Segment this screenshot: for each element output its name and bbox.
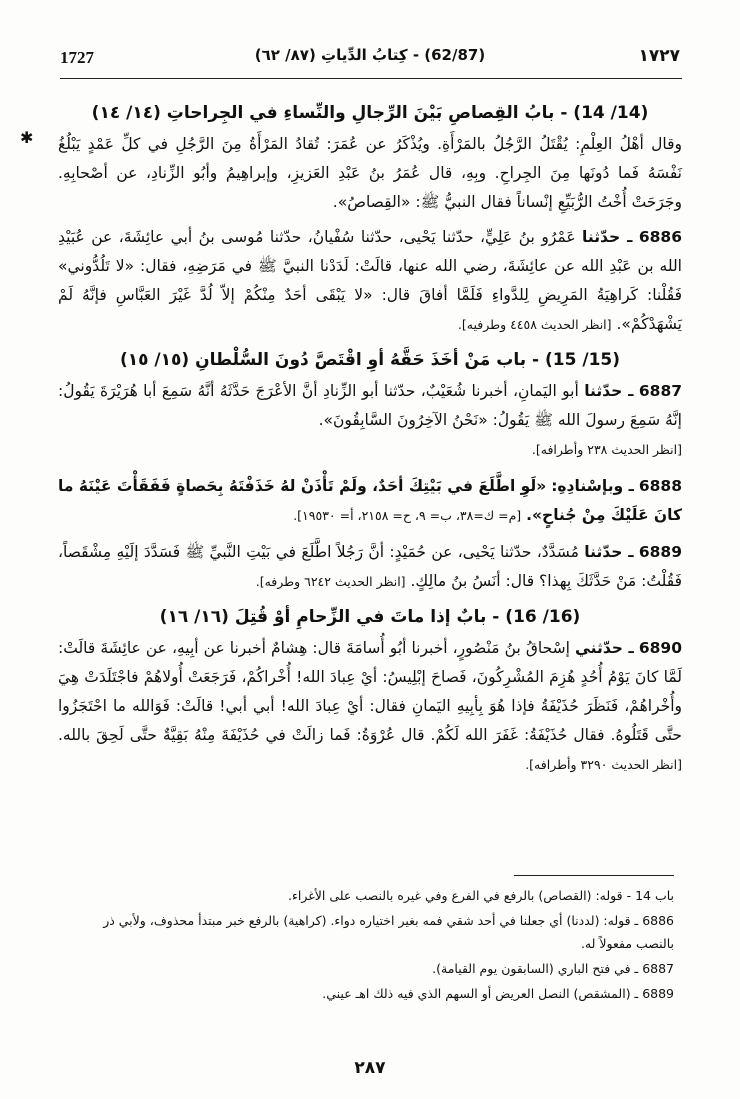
hadith-block: 6889 ـ حدّثنا مُسَدَّدٌ، حدّثنا يَحْيى، عن حُمَيْدٍ: أنَّ رَجُلاً اطَّلَعَ في بَيْتِ النَّبيِّ ﷺ فَسَدَّدَ إلَيْهِ مِشْقَصاً، فَقُلْتُ: مَنْ حَدَّثَكَ بِهذا؟ قال: أنَسُ بنُ مالِكٍ. [انظر الحديث ٦٢٤٢ وطرفه]. [58,543,682,590]
hadith-block: 6888 ـ وبإسْنادِهِ: «لَوِ اطَّلَعَ في بَيْتِكَ أحَدٌ، ولَمْ تَأْذَنْ لهُ خَذَفْتَهُ بِحَصاةٍ فَفَقَأْتَ عَيْنَهُ ما كانَ عَلَيْكَ مِنْ جُناحٍ». [م= ك=٣٨، ب= ٩، ح= ٢١٥٨، أ= ١٩٥٣٠]. [58,477,682,524]
hadith-number: 6887 [638,382,683,400]
running-title: (62/87) - كِتابُ الدِّياتِ (٨٧/ ٦٢) [254,46,486,64]
intro-text: وقال أهْلُ العِلْمِ: يُقْتَلُ الرَّجُلُ بالمَرْأَةِ. ويُذْكَرُ عن عُمَرَ: تُقادُ المَرْأَةُ مِنَ الرَّجُلِ في كلِّ عَمْدٍ يَبْلُغُ نَفْسَهُ فَما دُونَها مِنَ الجِراحِ. وبِهِ، قال عُمَرُ بنُ عَبْدِ العَزيزِ، وإبراهِيمُ وأبُو الزِّنادِ، عن أصْحابِهِ. وجَرَحَتْ أُخْتُ الرُّبَيِّعِ إنْساناً فقال النبيُّ ﷺ: «القِصاصُ». [58,135,682,211]
hadith-block: 6887 ـ حدّثنا أبو اليَمانِ، أخبرنا شُعَيْبٌ، حدّثنا أبو الزِّنادِ أنَّ الأعْرَجَ حَدَّثَهُ أنَّهُ سَمِعَ أبا هُرَيْرَةَ يَقُولُ: إنَّهُ سَمِعَ رسولَ الله ﷺ يَقُولُ: «نَحْنُ الآخِرُونَ السَّابِقُونَ». [58,382,683,429]
cross-reference-line [58,435,682,464]
hadith-text: إسْحاقُ بنُ مَنْصُورٍ، أخبرنا أبُو أُسامَةَ قال: هِشامٌ أخبرنا عن أبِيهِ، عن عائِشَةَ قالَتْ: لَمَّا كانَ يَوْمُ أُحُدٍ هُزِمَ المُشْرِكُونَ، فَصاحَ إبْلِيسُ: أيْ عِبادَ الله! أُخْراكُمْ، فَرَجَعَتْ أُولاهُمْ فاجْتَلَدَتْ هِيَ وأُخْراهُمْ، فَنَظَرَ حُذَيْفَةُ فإذا هُوَ بِأبِيهِ اليَمانِ فقال: أيْ عِبادَ الله! أبي أبي! قالَتْ: فَوَالله ما احْتَجَزُوا حتَّى قَتَلُوهُ. فقال حُذَيْفَةُ: غَفَرَ الله لَكُمْ. قال عُرْوَةُ: فَما زالَتْ في حُذَيْفَةَ مِنْهُ بَقِيَّةٌ حتَّى لَحِقَ بالله. [58,639,682,744]
hadith-number: 6888 [638,477,682,495]
hadith-text: أبو اليَمانِ، أخبرنا شُعَيْبٌ، حدّثنا أبو الزِّنادِ أنَّ الأعْرَجَ حَدَّثَهُ أنَّهُ سَمِعَ أبا هُرَيْرَةَ يَقُولُ: إنَّهُ سَمِعَ رسولَ الله ﷺ يَقُولُ: «نَحْنُ الآخِرُونَ السَّابِقُونَ». [58,382,682,429]
hadith-number: 6886 [638,228,682,246]
cross-reference: [انظر الحديث ٤٤٥٨ وطرفيه]. [457,317,612,332]
hadith-number: 6889 [638,543,682,561]
chapter-heading: (16/ 16) - بابٌ إذا ماتَ في الزِّحامِ أوْ قُتِلَ (١٦/ ١٦) [159,607,581,627]
narration-word: وبإسْنادِهِ: [551,477,624,495]
footnote-rule [514,875,674,876]
hadith-block: 6886 ـ حدّثنا عَمْرُو بنُ عَلِيٍّ، حدّثنا يَحْيى، حدّثنا سُفْيانُ، حدّثنا مُوسى بنُ أبي عائِشَةَ، عن عُبَيْدِ الله بن عَبْدِ الله عن عائِشَةَ، رضي الله عنها، قالَتْ: لَدَدْنا النبيَّ ﷺ في مَرَضِهِ، فقال: «لا تَلُدُّوني» فَقُلْنا: كَراهِيَةُ المَرِيضِ لِلدَّواءِ فَلَمَّا أفاقَ قال: «لا يَبْقَى أحَدٌ مِنْكُمْ إلاّ لُدَّ غَيْرَ العَبَّاسِ فإنَّهُ لَمْ يَشْهَدْكُمْ». [انظر الحديث ٤٤٥٨ وطرفيه]. [58,228,682,333]
chapter-heading: (14/ 14) - بابُ القِصاصِ بَيْنَ الرِّجالِ والنِّساءِ في الجِراحاتِ (١٤/ ١٤) [91,103,649,123]
hadith-text: مُسَدَّدٌ، حدّثنا يَحْيى، عن حُمَيْدٍ: أنَّ رَجُلاً اطَّلَعَ في بَيْتِ النَّبيِّ ﷺ فَسَدَّدَ إلَيْهِ مِشْقَصاً، فَقُلْتُ: مَنْ حَدَّثَكَ بِهذا؟ قال: أنَسُ بنُ مالِكٍ. [58,543,682,590]
main-text [58,96,682,779]
cross-reference: [انظر الحديث ٦٢٤٢ وطرفه]. [255,574,406,589]
footnote: 6887 ـ في فتح الباري (السابقون يوم القيامة). [432,961,674,976]
page-number-latin: 1727 [60,48,94,67]
chapter-heading: (15/ 15) - باب مَنْ أخَذَ حَقَّهُ أوِ اقْتَصَّ دُونَ السُّلْطانِ (١٥/ ١٥) [119,350,621,370]
footnotes [62,884,674,1007]
hadith-text: «لَوِ اطَّلَعَ في بَيْتِكَ أحَدٌ، ولَمْ تَأْذَنْ لهُ خَذَفْتَهُ بِحَصاةٍ فَفَقَأْتَ عَيْنَهُ ما كانَ عَلَيْكَ مِنْ جُناحٍ». [58,477,682,524]
hadith-text: عَمْرُو بنُ عَلِيٍّ، حدّثنا يَحْيى، حدّثنا سُفْيانُ، حدّثنا مُوسى بنُ أبي عائِشَةَ، عن عُبَيْدِ الله بن عَبْدِ الله عن عائِشَةَ، رضي الله عنها، قالَتْ: لَدَدْنا النبيَّ ﷺ في مَرَضِهِ، فقال: «لا تَلُدُّوني» فَقُلْنا: كَراهِيَةُ المَرِيضِ لِلدَّواءِ فَلَمَّا أفاقَ قال: «لا يَبْقَى أحَدٌ مِنْكُمْ إلاّ لُدَّ غَيْرَ العَبَّاسِ فإنَّهُ لَمْ يَشْهَدْكُمْ». [58,228,682,333]
narration-word: حدّثنا [584,382,623,400]
footnote: باب 14 - قوله: (القصاص) بالرفع في الفرع وفي غيره بالنصب على الأغراء. [288,888,674,903]
hadith-block: 6890 ـ حدّثني إسْحاقُ بنُ مَنْصُورٍ، أخبرنا أبُو أُسامَةَ قال: هِشامٌ أخبرنا عن أبِيهِ، عن عائِشَةَ قالَتْ: لَمَّا كانَ يَوْمُ أُحُدٍ هُزِمَ المُشْرِكُونَ، فَصاحَ إبْلِيسُ: أيْ عِبادَ الله! أُخْراكُمْ، فَرَجَعَتْ أُولاهُمْ فاجْتَلَدَتْ هِيَ وأُخْراهُمْ، فَنَظَرَ حُذَيْفَةُ فإذا هُوَ بِأبِيهِ اليَمانِ فقال: أيْ عِبادَ الله! أبي أبي! قالَتْ: فَوَالله ما احْتَجَزُوا حتَّى قَتَلُوهُ. فقال حُذَيْفَةُ: غَفَرَ الله لَكُمْ. قال عُرْوَةُ: فَما زالَتْ في حُذَيْفَةَ مِنْهُ بَقِيَّةٌ حتَّى لَحِقَ بالله. [انظر الحديث ٣٢٩٠ وأطرافه]. [58,639,682,772]
margin-marker: ✱ [20,128,34,147]
narration-word: حدّثنا [582,228,621,246]
page-header [60,44,680,74]
cross-reference: [م= ك=٣٨، ب= ٩، ح= ٢١٥٨، أ= ١٩٥٣٠]. [293,508,522,523]
page-number-arabic: ١٧٢٧ [638,46,680,66]
chapter-intro [58,130,682,217]
narration-word: حدّثنا [584,543,623,561]
hadith-number: 6890 [638,639,682,657]
footnote: 6886 ـ قوله: (لددنا) أي جعلنا في أحد شقي فمه بغير اختياره دواء. (كراهية) بالرفع خبر مبتدأ محذوف، ولأبي ذر بالنصب مفعولاً له. [103,913,674,951]
cross-reference: [انظر الحديث ٢٣٨ وأطرافه]. [531,442,682,457]
narration-word: حدّثني [574,639,623,657]
page-number-footer: ٢٨٧ [354,1058,386,1078]
header-rule [60,78,682,79]
cross-reference: [انظر الحديث ٣٢٩٠ وأطرافه]. [525,757,682,772]
footnote: 6889 ـ (المشقص) النصل العريض أو السهم الذي فيه ذلك اهـ عيني. [322,986,674,1001]
